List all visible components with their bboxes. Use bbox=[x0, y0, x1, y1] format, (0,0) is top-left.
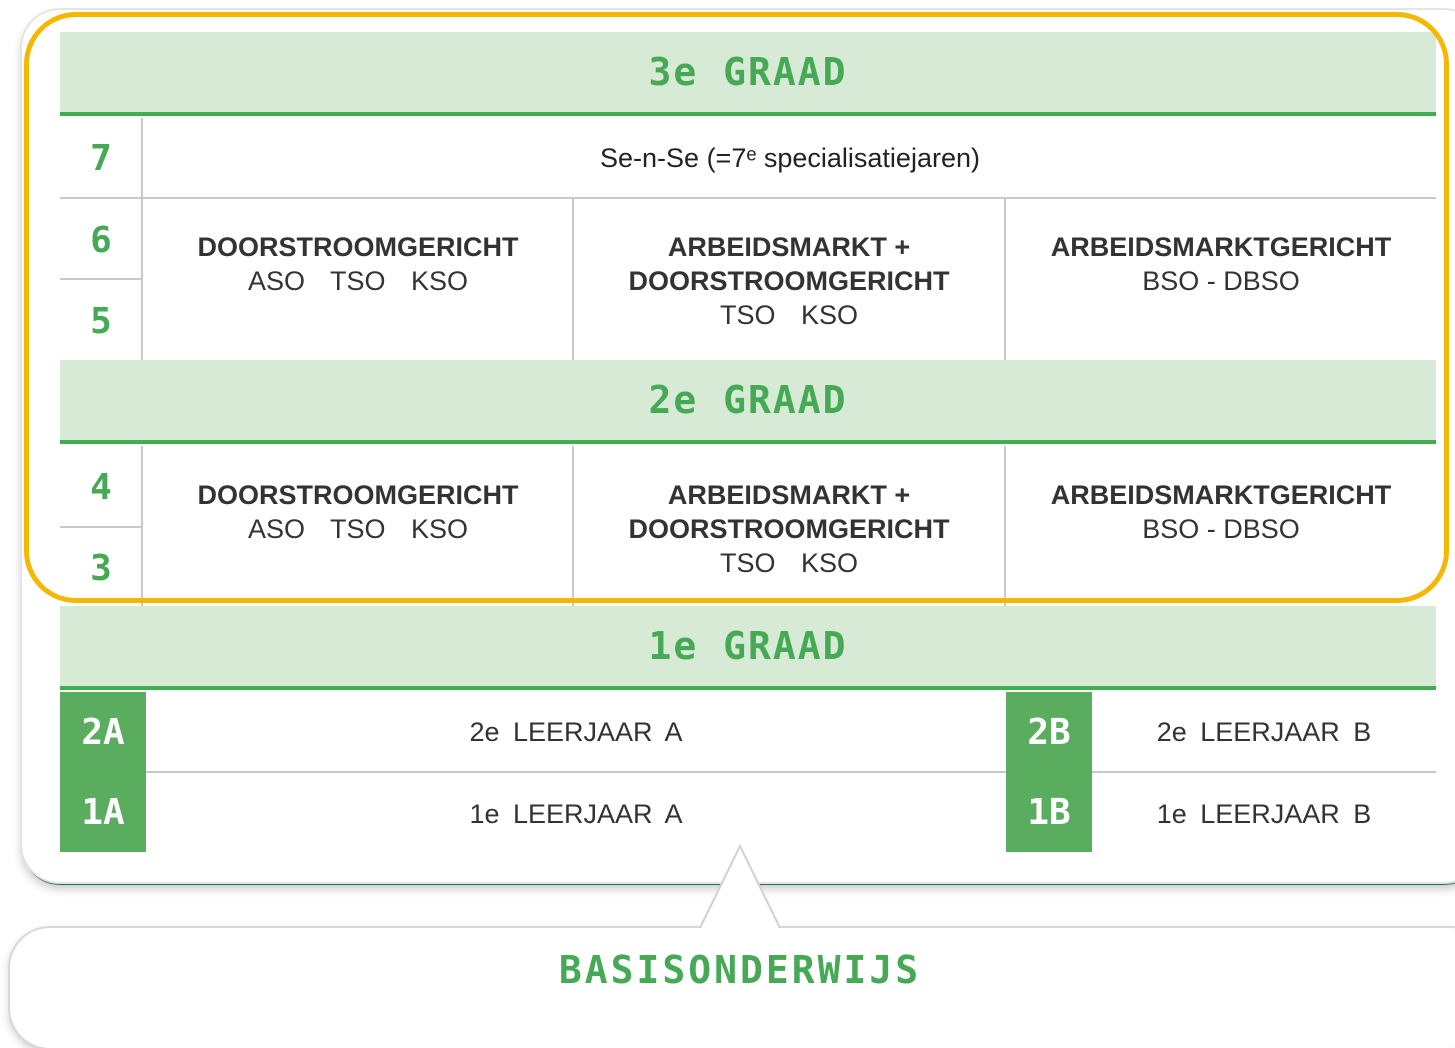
divider bbox=[1004, 198, 1006, 360]
grade-3-header: 3e GRAAD bbox=[60, 32, 1436, 116]
divider bbox=[572, 198, 574, 360]
year-4: 4 bbox=[90, 466, 112, 508]
column-subtitle: TSO KSO bbox=[719, 300, 859, 330]
divider bbox=[572, 446, 574, 606]
code-1b: 1B bbox=[1006, 772, 1092, 852]
column-subtitle: ASO TSO KSO bbox=[247, 266, 469, 296]
divider bbox=[60, 278, 142, 280]
leerjaar-1b: 1e LEERJAAR B bbox=[1156, 798, 1372, 829]
column-subtitle: ASO TSO KSO bbox=[247, 514, 469, 544]
divider bbox=[60, 197, 1436, 199]
grade-2-doorstroom bbox=[144, 478, 572, 546]
code-2a: 2A bbox=[60, 692, 146, 772]
basisonderwijs-label: BASISONDERWIJS bbox=[558, 948, 922, 992]
grade-1-header: 1e GRAAD bbox=[60, 606, 1436, 690]
divider bbox=[1004, 446, 1006, 606]
column-subtitle: BSO - DBSO bbox=[1142, 514, 1300, 544]
leerjaar-2a: 2e LEERJAAR A bbox=[469, 716, 683, 747]
divider bbox=[141, 118, 143, 360]
grade-3-arbeidsmarkt bbox=[1006, 230, 1436, 298]
column-title: ARBEIDSMARKT + bbox=[667, 480, 911, 510]
code-1a: 1A bbox=[60, 772, 146, 852]
column-title-2: DOORSTROOMGERICHT bbox=[628, 514, 950, 544]
year-5: 5 bbox=[90, 300, 112, 342]
year-7: 7 bbox=[90, 137, 112, 179]
column-title: ARBEIDSMARKTGERICHT bbox=[1050, 480, 1392, 510]
column-subtitle: TSO KSO bbox=[719, 548, 859, 578]
column-title: ARBEIDSMARKTGERICHT bbox=[1050, 232, 1392, 262]
column-title-2: DOORSTROOMGERICHT bbox=[628, 266, 950, 296]
divider bbox=[60, 526, 142, 528]
column-subtitle: BSO - DBSO bbox=[1142, 266, 1300, 296]
specialisation-text: Se-n-Se (=7ᵉ specialisatiejaren) bbox=[600, 143, 980, 173]
grade-2-header: 2e GRAAD bbox=[60, 360, 1436, 444]
specialisation-cell bbox=[144, 118, 1436, 198]
column-title: DOORSTROOMGERICHT bbox=[197, 480, 519, 510]
year-3: 3 bbox=[90, 547, 112, 589]
grade-3-mixed bbox=[574, 230, 1004, 332]
column-title: ARBEIDSMARKT + bbox=[667, 232, 911, 262]
code-2b: 2B bbox=[1006, 692, 1092, 772]
grade-3-doorstroom bbox=[144, 230, 572, 298]
divider bbox=[141, 446, 143, 606]
grade-2-mixed bbox=[574, 478, 1004, 580]
year-6: 6 bbox=[90, 219, 112, 261]
column-title: DOORSTROOMGERICHT bbox=[197, 232, 519, 262]
connector-arrow bbox=[690, 840, 790, 935]
leerjaar-2b: 2e LEERJAAR B bbox=[1156, 716, 1372, 747]
divider bbox=[146, 771, 1006, 773]
grade-2-arbeidsmarkt bbox=[1006, 478, 1436, 546]
leerjaar-1a: 1e LEERJAAR A bbox=[469, 798, 683, 829]
divider bbox=[1092, 771, 1436, 773]
